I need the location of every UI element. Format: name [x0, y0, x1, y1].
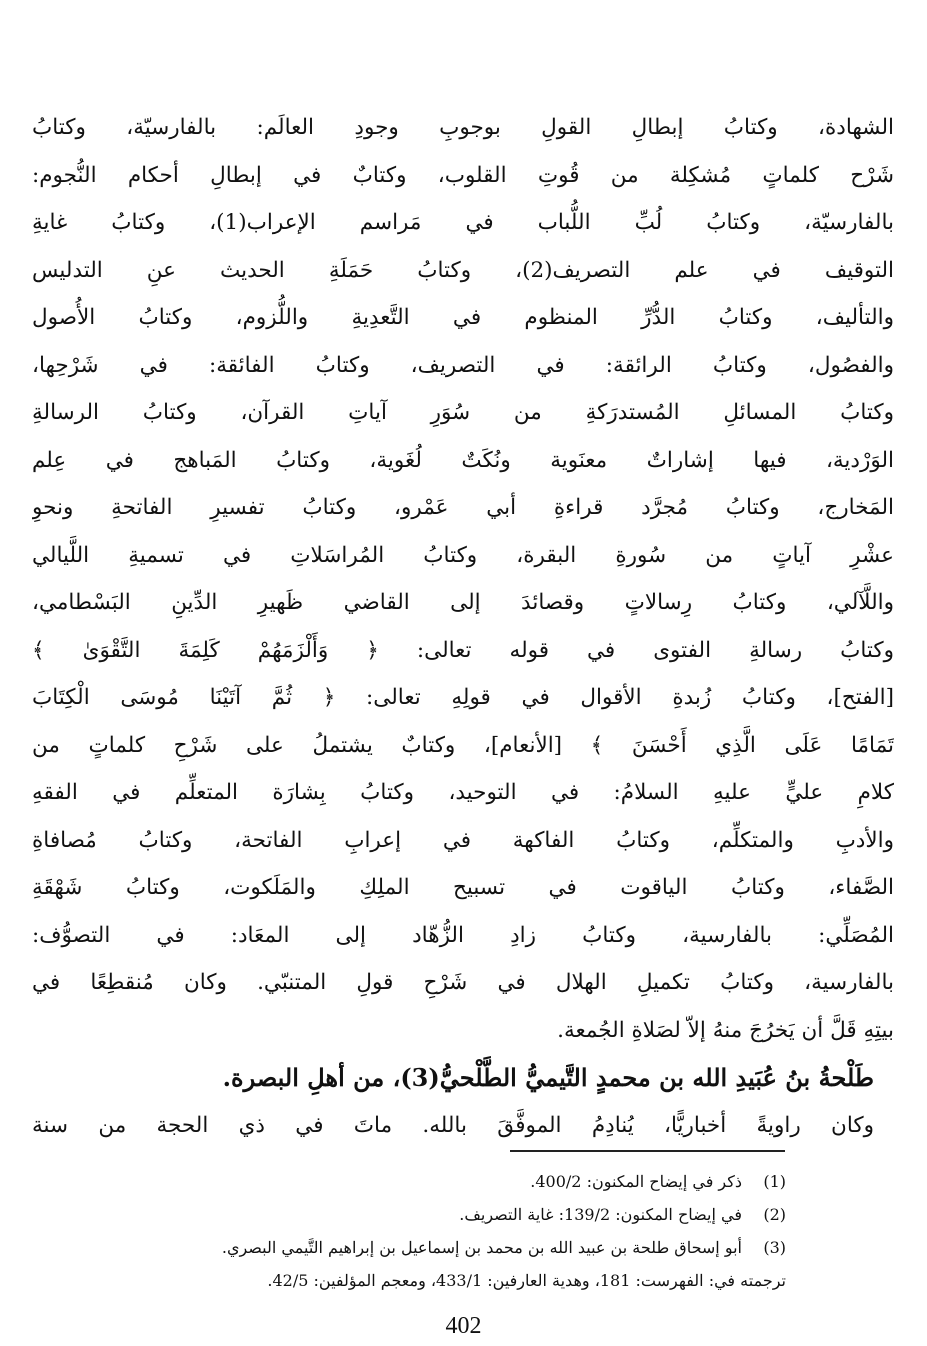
footnote: [80, 1198, 786, 1231]
footnote-separator: [510, 1150, 785, 1152]
text-line: الشهادة، وكتابُ إبطالِ القولِ بوجوبِ وجودِ العالَم: بالفارسيّة، وكتابُ: [32, 115, 894, 140]
footnote-number: (1): [763, 1172, 786, 1191]
quran-quote-line: وكتابُ رسالةِ الفتوى في قوله تعالى: ﴿ وَأَلْزَمَهُمْ كَلِمَةَ التَّقْوَىٰ ﴾: [32, 637, 894, 663]
text-line: والتأليف، وكتابُ الدُّرِّ المنظوم في التَّعدِيةِ واللُّزوم، وكتابُ الأُصول: [32, 305, 894, 330]
page-number: 402: [445, 1313, 482, 1339]
text-line: بالفارسيّة، وكتابُ لُبِّ اللُّباب في مَراسم الإعراب(1)، وكتابُ غايةِ: [32, 210, 894, 235]
footnote-text: أبو إسحاق طلحة بن عبيد الله بن محمد بن إسماعيل بن إبراهيم التَّيمي البصري.: [221, 1238, 742, 1257]
footnote-text: في إيضاح المكنون: 139/2: غاية التصريف.: [459, 1205, 742, 1224]
footnote: [80, 1165, 786, 1198]
footnote-text: ترجمته في: الفهرست: 181، وهدية العارفين: 433/1، ومعجم المؤلفين: 42/5.: [267, 1271, 786, 1290]
text-line: واللَّآلي، وكتابُ رِسالاتٍ وقصائدَ إلى القاضي ظَهيرِ الدِّينِ البَسْطامي،: [32, 590, 894, 615]
text-line: والأدبِ والمتكلِّم، وكتابُ الفاكهة في إعرابِ الفاتحة، وكتابُ مُصافاةِ: [32, 827, 894, 853]
text-line: المَخارج، وكتابُ مُجرَّد قراءةِ أبي عَمْرو، وكتابُ تفسيرِ الفاتحةِ ونحوِ: [32, 495, 894, 520]
quran-quote-line: [الفتح]، وكتابُ زُبدةِ الأقوال في قولِهِ تعالى: ﴿ ثُمَّ آتَيْنَا مُوسَى الْكِتَابَ: [32, 685, 894, 710]
text-line: بالفارسية، وكتابُ تكميلِ الهلال في شَرْحِ قولِ المتنبّي. وكان مُنقطِعًا في: [32, 970, 894, 995]
footnote-number: (3): [763, 1238, 786, 1257]
text-line: كلامِ عليٍّ عليهِ السلامُ: في التوحيد، وكتابُ بِشارَة المتعلِّم في الفقهِ: [32, 780, 894, 805]
footnotes: [80, 1165, 786, 1297]
footnote-number: (2): [763, 1205, 786, 1224]
text-line: بيتِهِ قَلَّ أن يَخرُجَ منهُ إلاّ لصَلاةِ الجُمعة.: [557, 1017, 894, 1043]
text-line: التوقيف في علم التصريف(2)، وكتابُ حَمَلَةِ الحديث عنِ التدليس: [32, 257, 894, 283]
text-line: شَرْح كلماتٍ مُشكِلة من قُوتِ القلوب، وكتابٌ في إبطالِ أحكام النُّجوم:: [32, 162, 894, 188]
footnote-continuation: [80, 1264, 786, 1297]
main-text: [32, 104, 894, 1149]
entry-text: وكان راويةً أخباريًّا، يُنادِمُ الموفَّقَ بالله. ماتَ في ذي الحجة من سنة: [32, 1112, 874, 1138]
text-line: المُصَلِّي: بالفارسية، وكتابُ زادِ الزُّهّاد إلى المعَاد: في التصوُّف:: [32, 922, 894, 948]
text-line: عشْرِ آياتٍ من سُورةِ البقرة، وكتابُ المُراسَلاتِ في تسميةِ اللَّيالي: [32, 542, 894, 568]
text-line: والفصُول، وكتابُ الرائقة: في التصريف، وكتابُ الفائقة: في شَرْحِها،: [32, 352, 894, 378]
text-line: الوَرْدية، فيها إشاراتٌ معنَوية ونُكَتٌ لُغَوية، وكتابُ المَباهج في عِلم: [32, 447, 894, 473]
footnote: [80, 1231, 786, 1264]
footnote-text: ذكر في إيضاح المكنون: 400/2.: [530, 1172, 742, 1191]
text-line: الصَّفاء، وكتابُ الياقوت في تسبيح الملِكِ والمَلَكوت، وكتابُ شَهْقَةِ: [32, 875, 894, 900]
quran-quote-line: تَمَامًا عَلَى الَّذِي أَحْسَنَ ﴾ [الأنعام]، وكتابٌ يشتملُ على شَرْحِ كلماتٍ من: [32, 732, 894, 758]
entry-heading: طَلْحةُ بنُ عُبَيدِ الله بن محمدٍ التَّيميُّ الطَّلْحيُّ(3)، من أهلِ البصرة.: [222, 1063, 874, 1092]
text-line: وكتابُ المسائلِ المُستدرَكةِ من سُوَرِ آياتِ القرآن، وكتابُ الرسالةِ: [32, 400, 894, 425]
